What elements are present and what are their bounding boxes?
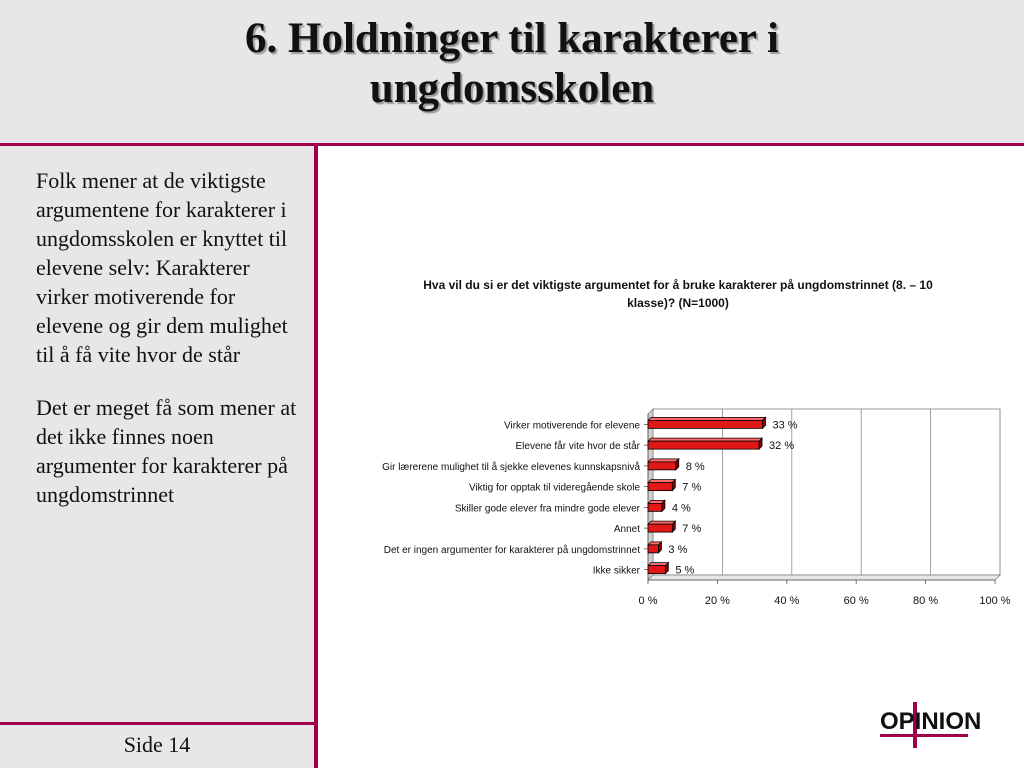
bar — [648, 420, 763, 428]
footer-divider — [0, 722, 314, 725]
bar-top — [648, 417, 766, 420]
category-label: Det er ingen argumenter for karakterer på ungdomstrinnet — [383, 544, 640, 556]
category-label: Annet — [613, 524, 640, 536]
bar-top — [648, 438, 762, 441]
opinion-logo — [876, 700, 996, 750]
bar — [648, 503, 662, 511]
bar — [648, 462, 676, 470]
x-tick-label: 0 % — [638, 595, 658, 607]
category-label: Gir lærerene mulighet til å sjekke elevenes kunnskapsnivå — [382, 461, 640, 473]
bar — [648, 483, 672, 491]
chart-title: Hva vil du si er det viktigste argumentet for å bruke karakterer på ungdomstrinnet (8. – 10 klasse)? (N=1000) — [423, 278, 933, 310]
bar-top — [648, 459, 679, 462]
value-label: 7 % — [682, 481, 702, 494]
page-number: Side 14 — [123, 732, 191, 757]
value-label: 4 % — [671, 502, 691, 515]
value-label: 7 % — [682, 523, 702, 536]
x-tick-label: 80 % — [913, 595, 939, 607]
bar-top — [648, 480, 675, 483]
logo-wordmark: OPINION — [880, 708, 982, 735]
category-label: Ikke sikker — [592, 565, 640, 577]
bar — [648, 545, 658, 553]
chart-side-wall — [648, 409, 653, 580]
chart-plot-area — [653, 409, 1000, 575]
category-label: Skiller gode elever fra mindre gode elever — [454, 503, 640, 515]
body-text — [36, 166, 306, 533]
value-label: 3 % — [668, 543, 688, 556]
value-label: 32 % — [769, 440, 795, 453]
category-label: Viktig for opptak til videregående skole — [468, 482, 640, 494]
category-label: Elevene får vite hvor de står — [515, 441, 640, 453]
bar — [648, 441, 759, 449]
value-label: 33 % — [772, 419, 798, 432]
value-label: 5 % — [675, 564, 695, 577]
paragraph-1: Folk mener at de viktigste argumentene for karakterer i ungdomsskolen er knyttet til elevene selv: Karakterer virker motiverende for elevene og gir dem mulighet til å få vite hvor de står — [36, 168, 288, 367]
category-label: Virker motiverende for elevene — [504, 420, 640, 432]
bar — [648, 524, 672, 532]
x-tick-label: 20 % — [704, 595, 730, 607]
bar-top — [648, 521, 675, 524]
x-tick-label: 100 % — [979, 595, 1011, 607]
value-label: 8 % — [685, 460, 705, 473]
bar — [648, 566, 665, 574]
slide-title: 6. Holdninger til karakterer i ungdomsskolen — [245, 15, 779, 112]
chart-floor — [648, 575, 1000, 580]
bar-chart — [318, 400, 1018, 620]
x-tick-label: 40 % — [774, 595, 800, 607]
paragraph-2: Det er meget få som mener at det ikke finnes noen argumenter for karakterer på ungdomstrinnet — [36, 395, 297, 507]
x-tick-label: 60 % — [843, 595, 869, 607]
